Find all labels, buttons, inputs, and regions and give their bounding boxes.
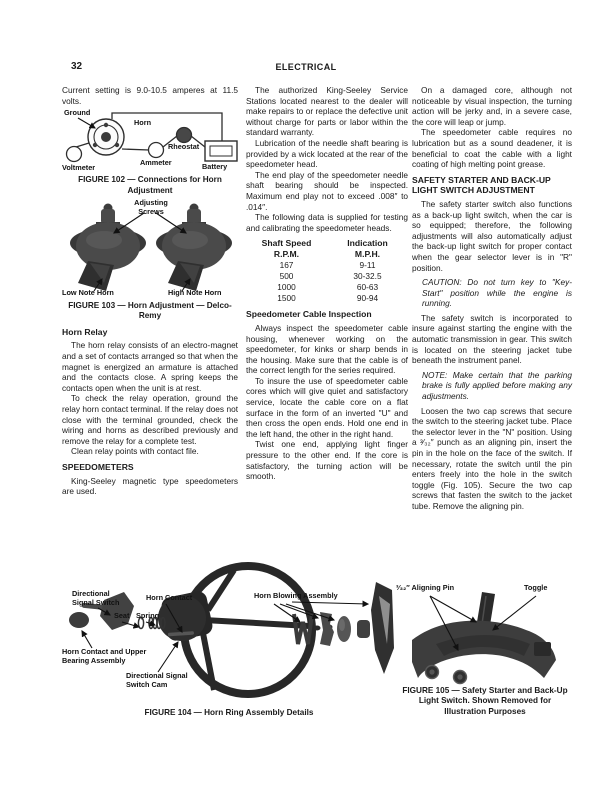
paragraph: Lubrication of the needle shaft bearing is provided by a wick located at the rear of the speedometer head.	[246, 137, 408, 170]
label-ground: Ground	[64, 108, 91, 118]
paragraph: Loosen the two cap screws that secure the switch to the steering jacket tube. Place the selector lever in the "N" position. Using a ³⁄₃₂″ punch as an aligning pin, insert the pin in the hole on the face of the switch. If necessary, rotate the switch until the pin enters freely into the hole in the switch toggle (Fig. 105). Secure the two cap screws that fasten the switch to the jacket tube. Remove the aligning pin.	[412, 405, 572, 511]
paragraph: The safety switch is incorporated to insure against starting the engine with the automatic transmission in gear. This switch is located on the steering jacket tube beneath the instrument panel.	[412, 312, 572, 366]
label-low-note-horn: Low Note Horn	[62, 288, 114, 297]
paragraph: Current setting is 9.0-10.5 amperes at 11.5 volts.	[62, 85, 238, 106]
right-column	[412, 85, 572, 512]
table-col2-unit: M.P.H.	[354, 249, 381, 260]
figure-103-caption: FIGURE 103 — Horn Adjustment — Delco-Remy	[68, 301, 232, 321]
table-row: 500 30-32.5	[279, 271, 382, 282]
left-column	[62, 85, 238, 497]
label-horn-contact: Horn Contact	[146, 593, 193, 602]
page-number: 32	[71, 61, 83, 72]
figure-102-caption: FIGURE 102 — Connections for Horn Adjustment	[78, 175, 222, 195]
paragraph: The authorized King-Seeley Service Stations located nearest to the dealer will make repairs to or replace the defective unit without charge for parts or labor within the standard warranty.	[246, 85, 408, 138]
heading-horn-relay: Horn Relay	[62, 326, 108, 337]
paragraph: To insure the use of speedometer cable cores which will give quiet and satisfactory service, locate the cable core on a flat surface in the form of an inverted "U" and then cross the open ends. Hold one end in the left hand, the other in the right hand.	[246, 375, 408, 439]
label-ammeter: Ammeter	[140, 158, 172, 168]
figure-102-illustration	[62, 109, 238, 173]
paragraph: Clean relay points with contact file.	[71, 446, 199, 457]
table-row: 1000 60-63	[277, 282, 379, 293]
table-col2-title: Indication	[347, 238, 388, 249]
middle-column	[246, 85, 408, 482]
safety-starter-switch-photo-icon	[396, 584, 574, 686]
running-header: ELECTRICAL	[275, 62, 337, 72]
label-spring: Spring	[136, 611, 160, 620]
heading-speedometers: SPEEDOMETERS	[62, 461, 134, 472]
label-horn-contact-upper-bearing: Horn Contact and Upper Bearing Assembly	[62, 647, 147, 665]
paragraph: To check the relay operation, ground the relay horn contact terminal. If the relay does not close with the terminal grounded, check the wiring and horns as described previously and remove the relay for a complete test.	[62, 393, 238, 446]
table-row: 167 9-11	[279, 260, 376, 271]
label-aligning-pin: ³⁄₃₂″ Aligning Pin	[396, 583, 455, 592]
figure-104-illustration	[62, 552, 396, 704]
label-horn: Horn	[134, 118, 152, 128]
paragraph: On a damaged core, although not noticeable by visual inspection, the turning action will be jerky and, in a severe case, the core will leap or jump.	[412, 85, 572, 127]
figure-103-illustration	[62, 199, 238, 299]
speedometer-calibration-table	[246, 238, 408, 304]
figure-105-caption: FIGURE 105 — Safety Starter and Back-Up Light Switch. Shown Removed for Illustration Purposes	[402, 686, 568, 716]
caution-note: CAUTION: Do not turn key to "Key-Start" position while the engine is running.	[422, 277, 572, 309]
paragraph: King-Seeley magnetic type speedometers are used.	[62, 475, 238, 497]
label-battery: Battery	[202, 162, 228, 172]
label-directional-signal-switch-cam: Directional Signal Switch Cam	[126, 671, 188, 689]
label-seat: Seat	[114, 611, 130, 620]
paragraph: The end play of the speedometer needle shaft bearing should be inspected. Maximum end play not to exceed .008″ to .014″.	[246, 169, 408, 212]
label-rheostat: Rheostat	[168, 142, 200, 152]
steering-wheel-exploded-icon	[62, 552, 396, 704]
note-block: NOTE: Make certain that the parking brake is fully applied before making any adjustments.	[422, 369, 572, 402]
label-toggle: Toggle	[524, 583, 548, 592]
heading-safety-starter: SAFETY STARTER AND BACK-UP LIGHT SWITCH ADJUSTMENT	[412, 174, 551, 196]
table-row: 1500 90-94	[277, 293, 379, 304]
paragraph: The horn relay consists of an electro-magnet and a set of contacts arranged so that when the magnet is energized an armature is attached and the contacts close. A spring keeps the contacts open when the unit is at rest.	[62, 340, 238, 393]
table-col1-title: Shaft Speed	[261, 238, 312, 249]
label-horn-blowing-assembly: Horn Blowing Assembly	[254, 591, 338, 600]
label-high-note-horn: High Note Horn	[168, 288, 222, 297]
label-adjusting-screws: Adjusting Screws	[134, 198, 168, 216]
paragraph: Twist one end, applying light finger pressure to the other end. If the core is satisfactory, the turning action will be smooth.	[246, 439, 408, 482]
table-col1-unit: R.P.M.	[273, 249, 300, 260]
paragraph: The speedometer cable requires no lubrication but as a sound deadener, it is beneficial to coat the cable with a light coating of high melting point grease.	[412, 127, 572, 170]
label-directional-signal-switch: Directional Signal Switch	[72, 589, 120, 607]
figure-105-illustration	[396, 584, 574, 686]
label-voltmeter: Voltmeter	[62, 163, 96, 173]
paragraph: The following data is supplied for testing and calibrating the speedometer heads.	[246, 212, 408, 233]
paragraph: The safety starter switch also functions as a back-up light switch, when the car is so equipped; therefore, the following adjustments will also automatically adjust the back-up light switch for proper contact when the gear selector lever is in "R" position.	[412, 198, 572, 273]
heading-speedometer-cable-inspection: Speedometer Cable Inspection	[246, 309, 372, 320]
paragraph: Always inspect the speedometer cable housing, whenever working on the speedometer, for kinks or sharp bends in the housing. Make sure that the cable is of the correct length for the series required.	[246, 322, 408, 376]
figure-104-caption: FIGURE 104 — Horn Ring Assembly Details	[144, 708, 314, 717]
